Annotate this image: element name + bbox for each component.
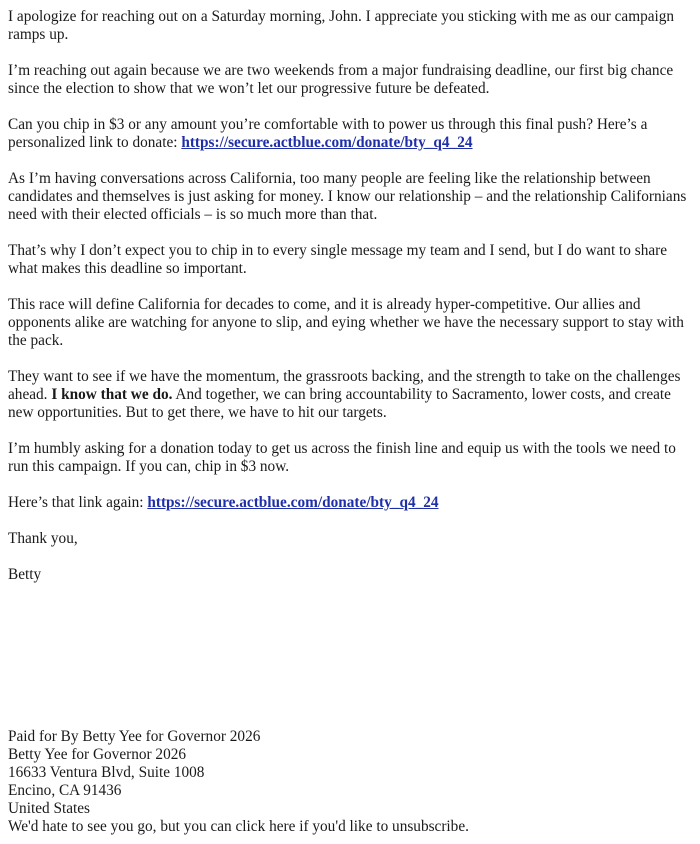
paragraph-greeting: I apologize for reaching out on a Saturday morning, John. I appreciate you sticking with me as our campaign ramps up. <box>8 8 675 43</box>
footer-paid-for: Paid for By Betty Yee for Governor 2026 <box>8 728 261 745</box>
paragraph-link-again <box>8 494 692 512</box>
paragraph-conversations: As I’m having conversations across California, too many people are feeling like the relationship between candidates and themselves is just asking for money. I know our relationship – and the relationship Californians need with their elected officials – is so much more than that. <box>8 170 687 223</box>
link-again-text: Here’s that link again: <box>8 494 148 511</box>
momentum-text-before: They want to see if we have the momentum, the grassroots backing, and the strength to take on the challenges ahead. <box>8 368 681 403</box>
paragraph-expectations: That’s why I don’t expect you to chip in to every single message my team and I send, but I do want to share what makes this deadline so important. <box>8 242 668 277</box>
footer-country: United States <box>8 800 90 817</box>
paragraph-deadline: I’m reaching out again because we are two weekends from a major fundraising deadline, our first big chance since the election to show that we won’t let our progressive future be defeated. <box>8 62 674 97</box>
paragraph-momentum <box>8 368 692 422</box>
momentum-bold-text: I know that we do. <box>51 386 173 403</box>
momentum-text-after: And together, we can bring accountability to Sacramento, lower costs, and create new opportunities. But to get there, we have to hit our targets. <box>8 386 671 421</box>
closing: Thank you, <box>8 530 78 547</box>
email-footer <box>8 728 692 836</box>
unsubscribe-link[interactable]: We'd hate to see you go, but you can click here if you'd like to unsubscribe. <box>8 818 469 835</box>
footer-street: 16633 Ventura Blvd, Suite 1008 <box>8 764 205 781</box>
email-body <box>8 8 692 602</box>
paragraph-humble-ask: I’m humbly asking for a donation today to get us across the finish line and equip us with the tools we need to run this campaign. If you can, chip in $3 now. <box>8 440 676 475</box>
paragraph-ask <box>8 116 692 152</box>
footer-committee: Betty Yee for Governor 2026 <box>8 746 187 763</box>
footer-city: Encino, CA 91436 <box>8 782 122 799</box>
signature: Betty <box>8 566 42 583</box>
donate-link[interactable]: https://secure.actblue.com/donate/bty_q4_24 <box>181 134 473 151</box>
paragraph-ask-text: Can you chip in $3 or any amount you’re comfortable with to power us through this final push? Here’s a personalized link to donate: <box>8 116 648 151</box>
paragraph-race: This race will define California for decades to come, and it is already hyper-competitive. Our allies and opponents alike are watching for anyone to slip, and eying whether we have the necessary support to stay with the pack. <box>8 296 684 349</box>
donate-link-again[interactable]: https://secure.actblue.com/donate/bty_q4_24 <box>147 494 439 511</box>
